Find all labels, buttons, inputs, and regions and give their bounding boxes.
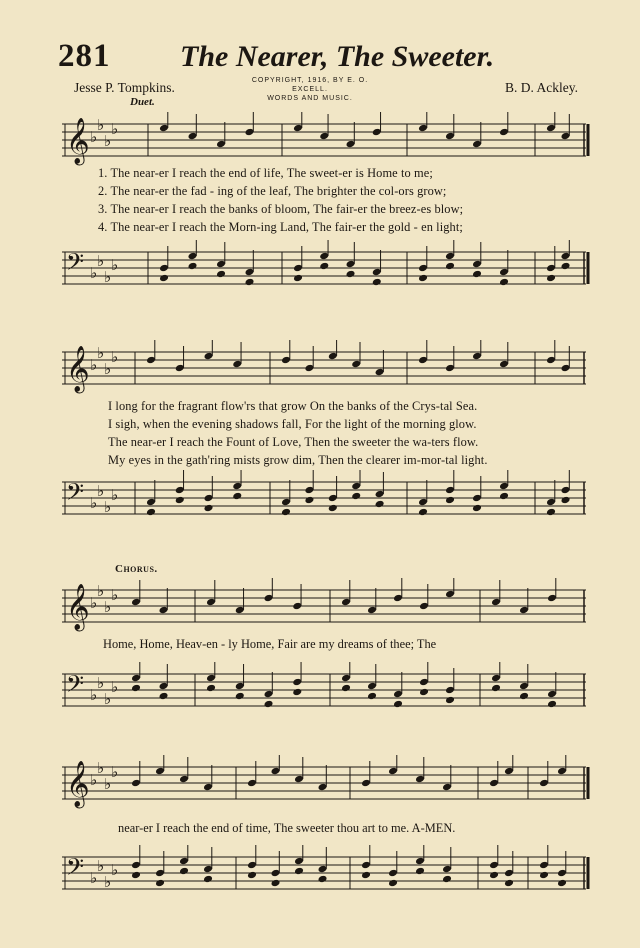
note-head [146,508,156,517]
flat-sign: ♭ [97,482,105,500]
note-head [155,879,165,888]
flat-sign: ♭ [90,356,98,374]
note-head [131,684,141,693]
note-head [499,278,509,287]
note-head [292,688,302,697]
bass-staff-2 [0,470,640,540]
note-head [372,278,382,287]
note-head [442,875,452,884]
flat-sign: ♭ [104,268,112,286]
note-head [346,270,356,279]
flat-sign: ♭ [97,252,105,270]
note-head [519,692,529,701]
flat-sign: ♭ [104,360,112,378]
note-head [351,492,361,501]
tempo-marking: Duet. [130,96,155,108]
flat-sign: ♭ [111,486,119,504]
note-head [216,270,226,279]
copyright-line: COPYRIGHT, 1916, BY E. O. EXCELL. [251,77,369,93]
treble-staff-2 [0,340,640,400]
note-head [188,262,198,271]
flat-sign: ♭ [97,674,105,692]
flat-sign: ♭ [111,586,119,604]
note-head [546,508,556,517]
chorus-lyric-line: Home, Home, Heav-en - ly Home, Fair are my dreams of thee; The [103,637,437,651]
note-head [418,274,428,283]
flat-sign: ♭ [97,857,105,875]
treble-clef: 𝄞 [66,118,90,164]
treble-staff-3 [0,578,640,638]
copyright-notice [240,76,380,103]
note-head [418,508,428,517]
note-head [232,492,242,501]
hymn-number: 281 [58,38,111,74]
flat-sign: ♭ [111,763,119,781]
note-head [539,871,549,880]
flat-sign: ♭ [90,594,98,612]
note-head [235,692,245,701]
flat-sign: ♭ [97,116,105,134]
flat-sign: ♭ [111,678,119,696]
note-head [281,508,291,517]
flat-sign: ♭ [104,690,112,708]
note-head [375,500,385,509]
note-head [445,696,455,705]
note-head [204,504,214,513]
note-head [175,496,185,505]
treble-clef: 𝄞 [66,761,90,807]
flat-sign: ♭ [90,771,98,789]
note-head [445,262,455,271]
note-head [159,692,169,701]
verse-line: 4. The near-er I reach the Morn-ing Land, The fair-er the gold - en light; [98,220,463,234]
note-head [419,688,429,697]
flat-sign: ♭ [111,348,119,366]
note-head [245,278,255,287]
flat-sign: ♭ [90,494,98,512]
bass-clef: 𝄢 [66,248,85,281]
note-head [561,262,571,271]
note-head [203,875,213,884]
treble-staff-1 [0,112,640,172]
note-head [341,684,351,693]
bass-clef: 𝄢 [66,478,85,511]
bass-staff-1 [0,240,640,310]
note-head [445,496,455,505]
flat-sign: ♭ [90,686,98,704]
note-head [328,504,338,513]
note-head [361,871,371,880]
composer: B. D. Ackley. [505,80,578,95]
note-head [247,871,257,880]
verse-line: I sigh, when the evening shadows fall, For the light of the morning glow. [108,417,477,431]
note-head [367,692,377,701]
flat-sign: ♭ [104,132,112,150]
flat-sign: ♭ [104,598,112,616]
note-head [294,867,304,876]
bass-clef: 𝄢 [66,853,85,886]
flat-sign: ♭ [111,861,119,879]
treble-clef: 𝄞 [66,584,90,630]
note-head [293,274,303,283]
bass-staff-4 [0,845,640,915]
flat-sign: ♭ [97,759,105,777]
flat-sign: ♭ [90,869,98,887]
flat-sign: ♭ [111,120,119,138]
note-head [159,274,169,283]
note-head [131,871,141,880]
treble-staff-4 [0,755,640,815]
note-head [318,875,328,884]
flat-sign: ♭ [90,264,98,282]
flat-sign: ♭ [97,344,105,362]
note-head [271,879,281,888]
note-head [264,700,274,709]
bass-clef: 𝄢 [66,670,85,703]
note-head [415,867,425,876]
verse-line: I long for the fragrant flow'rs that grow On the banks of the Crys-tal Sea. [108,399,478,413]
chorus-lyric-line: near-er I reach the end of time, The sweeter thou art to me. A-MEN. [118,821,456,835]
verse-line: The near-er I reach the Fount of Love, Then the sweeter the wa-ters flow. [108,435,479,449]
verse-line: My eyes in the gath'ring mists grow dim, Then the clearer im-mor-tal light. [108,453,488,467]
flat-sign: ♭ [90,128,98,146]
chorus-label: Chorus. [115,563,158,575]
note-head [393,700,403,709]
note-head [491,684,501,693]
copyright-line: WORDS AND MUSIC. [267,95,353,102]
note-head [472,504,482,513]
note-head [557,879,567,888]
note-head [499,492,509,501]
note-head [547,700,557,709]
flat-sign: ♭ [111,256,119,274]
flat-sign: ♭ [104,873,112,891]
verse-line: 1. The near-er I reach the end of life, The sweet-er is Home to me; [98,166,433,180]
flat-sign: ♭ [104,775,112,793]
note-head [304,496,314,505]
note-head [561,496,571,505]
note-head [489,871,499,880]
note-head [319,262,329,271]
note-head [388,879,398,888]
note-head [504,879,514,888]
verse-line: 2. The near-er the fad - ing of the leaf, The brighter the col-ors grow; [98,184,447,198]
note-head [546,274,556,283]
verse-line: 3. The near-er I reach the banks of bloom, The fair-er the breez-es blow; [98,202,464,216]
note-head [206,684,216,693]
hymn-title: The Nearer, The Sweeter. [180,40,495,73]
bass-staff-3 [0,662,640,732]
flat-sign: ♭ [97,582,105,600]
treble-clef: 𝄞 [66,346,90,392]
author: Jesse P. Tompkins. [74,80,175,95]
note-head [179,867,189,876]
note-head [472,270,482,279]
flat-sign: ♭ [104,498,112,516]
